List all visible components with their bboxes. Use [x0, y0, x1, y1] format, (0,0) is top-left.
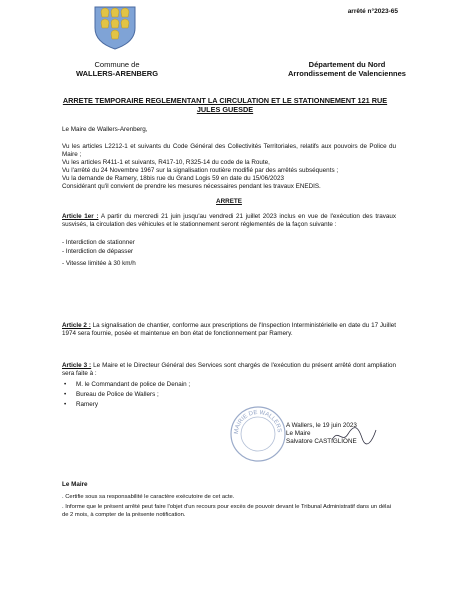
visa-3: Vu l'arrêté du 24 Novembre 1967 sur la signalisation routière modifié par des arrêtés subséquents ; — [62, 167, 339, 174]
visa-5: Considérant qu'il convient de prendre les mesures nécessaires pendant les travaux ENEDIS. — [62, 183, 321, 190]
title-line-2: JULES GUESDE — [196, 105, 254, 114]
article-1-list — [62, 238, 136, 268]
handwritten-signature — [330, 424, 378, 446]
arrete-heading: ARRETE — [216, 198, 242, 205]
signature-title: Le Maire — [286, 430, 311, 437]
ampliation-item: • Ramery — [76, 400, 190, 410]
article-2-label: Article 2 : — [62, 322, 91, 329]
article-1-text: A partir du mercredi 21 juin jusqu'au vendredi 21 juillet 2023 inclus en vue de l'exécution des travaux susvisés, la circulation des véhicules et le stationnement seront réglementés de la façon suivante : — [62, 213, 397, 228]
ampliation-item: • Bureau de Police de Wallers ; — [76, 390, 190, 400]
commune-block — [62, 60, 172, 78]
stamp-text: MAIRIE DE WALLERS — [233, 409, 282, 435]
visa-4: Vu la demande de Ramery, 18bis rue du Grand Logis 59 en date du 15/06/2023 — [62, 175, 284, 182]
article-3-text: Le Maire et le Directeur Général des Services sont chargés de l'exécution du présent arrêté dont ampliation sera faite à : — [62, 362, 396, 377]
article-3-label: Article 3 : — [62, 362, 92, 369]
arrondissement-name: Arrondissement de Valenciennes — [288, 69, 406, 78]
footer-heading: Le Maire — [62, 481, 88, 488]
signature-name: Salvatore CASTIGLIONE — [286, 438, 357, 445]
article-1 — [62, 213, 396, 229]
mairie-stamp — [228, 404, 288, 464]
signature-place-date: A Wallers, le 19 juin 2023 — [286, 422, 357, 429]
department-block — [272, 60, 422, 78]
footer-line-2: . Informe que le présent arrêté peut faire l'objet d'un recours pour excès de pouvoir devant le Tribunal Administratif dans un délai de 2 mois, à compter de la présente notification. — [62, 504, 391, 518]
intro-line: Le Maire de Wallers-Arenberg, — [62, 126, 148, 133]
article-1-item: - Vitesse limitée à 30 km/h — [62, 260, 136, 267]
visa-1: Vu les articles L2212-1 et suivants du Code Général des Collectivités Territoriales, relatifs aux pouvoirs de Police du Maire ; — [62, 143, 396, 158]
article-1-item: - Interdiction de dépasser — [62, 248, 134, 255]
article-1-item: - Interdiction de stationner — [62, 239, 135, 246]
arrete-reference: arrêté n°2023-65 — [347, 8, 398, 15]
article-3 — [62, 362, 396, 378]
department-name: Département du Nord — [308, 60, 386, 69]
ampliation-item: • M. le Commandant de police de Denain ; — [76, 380, 190, 390]
article-1-label: Article 1er : — [62, 213, 99, 220]
commune-name: WALLERS-ARENBERG — [75, 69, 159, 78]
commune-label: Commune de — [94, 60, 140, 69]
document-title — [60, 96, 390, 114]
article-2 — [62, 322, 396, 338]
article-2-text: La signalisation de chantier, conforme aux prescriptions de l'Inspection Interministérielle en date du 17 Juillet 1974 sera fournie, posée et maintenue en bon état de fonctionnement par Ramery. — [62, 322, 396, 337]
footer-line-1: . Certifie sous sa responsabilité le caractère exécutoire de cet acte. — [62, 494, 235, 500]
title-line-1: ARRETE TEMPORAIRE REGLEMENTANT LA CIRCULATION ET LE STATIONNEMENT 121 RUE — [62, 96, 388, 105]
article-3-list — [76, 380, 190, 410]
commune-crest-logo — [92, 4, 138, 50]
visa-2: Vu les articles R411-1 et suivants, R417-10, R325-14 du code de la Route, — [62, 159, 270, 166]
